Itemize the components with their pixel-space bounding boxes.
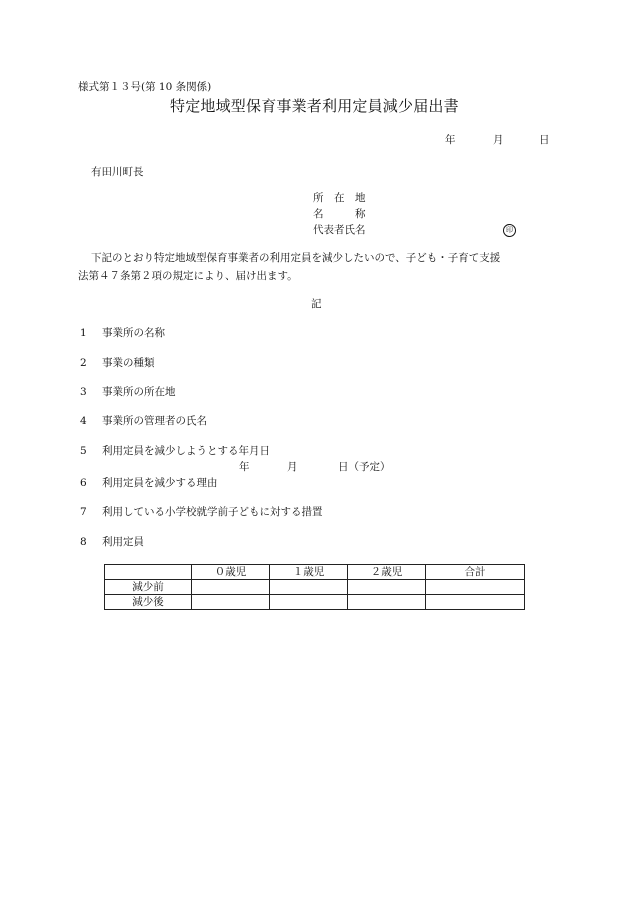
body-text-line-2: 法第４７条第２項の規定により、届け出ます。: [78, 270, 298, 282]
table-cell[interactable]: [192, 595, 270, 610]
table-row-label: 減少前: [105, 580, 192, 595]
capacity-table: [104, 564, 525, 610]
item-text: 事業所の管理者の氏名: [102, 415, 207, 427]
table-cell[interactable]: [270, 580, 348, 595]
item-number: 1: [80, 327, 87, 339]
planned-date-month: 月: [287, 461, 298, 473]
item-text: 事業所の所在地: [102, 386, 176, 398]
date-year-label: 年: [445, 134, 456, 146]
planned-date-day: 日（予定）: [338, 461, 391, 473]
table-header-corner: [105, 565, 192, 580]
seal-icon: 印: [503, 224, 516, 237]
document-title: 特定地域型保育事業者利用定員減少届出書: [170, 97, 459, 115]
form-number: 様式第１３号(第 10 条関係): [78, 81, 212, 93]
applicant-address-label: 所 在 地: [313, 192, 366, 204]
date-month-label: 月: [493, 134, 504, 146]
date-day-label: 日: [539, 134, 550, 146]
table-row: [105, 580, 525, 595]
item-number: 8: [80, 536, 87, 548]
item-number: 3: [80, 386, 87, 398]
item-text: 利用している小学校就学前子どもに対する措置: [102, 506, 323, 518]
table-cell[interactable]: [348, 595, 426, 610]
item-text: 事業の種類: [102, 357, 155, 369]
body-text-line-1: 下記のとおり特定地域型保育事業者の利用定員を減少したいので、子ども・子育て支援: [91, 252, 501, 264]
table-row: [105, 595, 525, 610]
table-header-age0: ０歳児: [192, 565, 270, 580]
recipient: 有田川町長: [91, 166, 144, 178]
item-number: 2: [80, 357, 87, 369]
item-text: 利用定員を減少する理由: [102, 477, 218, 489]
planned-date-year: 年: [239, 461, 250, 473]
table-header-age2: ２歳児: [348, 565, 426, 580]
table-cell[interactable]: [426, 595, 525, 610]
item-text: 利用定員を減少しようとする年月日: [102, 445, 270, 457]
item-number: 4: [80, 415, 87, 427]
applicant-name-label: 名 称: [313, 208, 366, 220]
table-cell[interactable]: [270, 595, 348, 610]
table-row-label: 減少後: [105, 595, 192, 610]
item-text: 事業所の名称: [102, 327, 165, 339]
item-number: 5: [80, 445, 87, 457]
item-number: 7: [80, 506, 87, 518]
table-header-row: [105, 565, 525, 580]
table-header-age1: １歳児: [270, 565, 348, 580]
table-cell[interactable]: [348, 580, 426, 595]
applicant-representative-label: 代表者氏名: [313, 224, 366, 236]
item-number: 6: [80, 477, 87, 489]
ki-heading: 記: [311, 298, 322, 310]
table-cell[interactable]: [192, 580, 270, 595]
table-header-total: 合計: [426, 565, 525, 580]
table-cell[interactable]: [426, 580, 525, 595]
item-text: 利用定員: [102, 536, 144, 548]
